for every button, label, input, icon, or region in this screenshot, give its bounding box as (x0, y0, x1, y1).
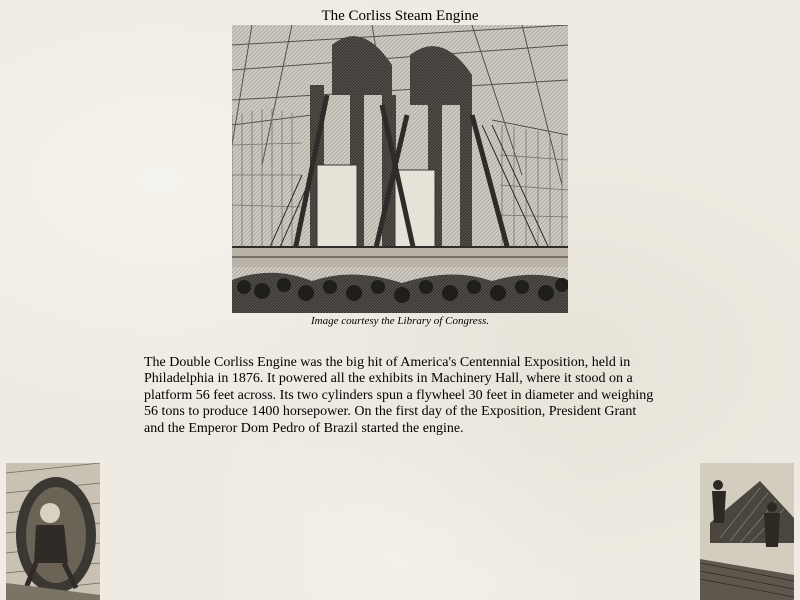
image-caption: Image courtesy the Library of Congress. (310, 315, 490, 327)
workers-with-sacks-engraving (700, 463, 794, 600)
page-title: The Corliss Steam Engine (321, 8, 479, 24)
corliss-engine-engraving (232, 25, 568, 313)
description-paragraph: The Double Corliss Engine was the big hit of America's Centennial Exposition, held in Philadelphia in 1876. It powered all the exhibits in Machinery Hall, where it stood on a platform 56 feet across. Its two cylinders spun a flywheel 30 feet in diameter and weighing 56 tons to produce 1400 horsepower. On the first day of the Exposition, President Grant and the Emperor Dom Pedro of Brazil started the engine. (144, 355, 654, 436)
figure-in-barrel-engraving (6, 463, 100, 600)
